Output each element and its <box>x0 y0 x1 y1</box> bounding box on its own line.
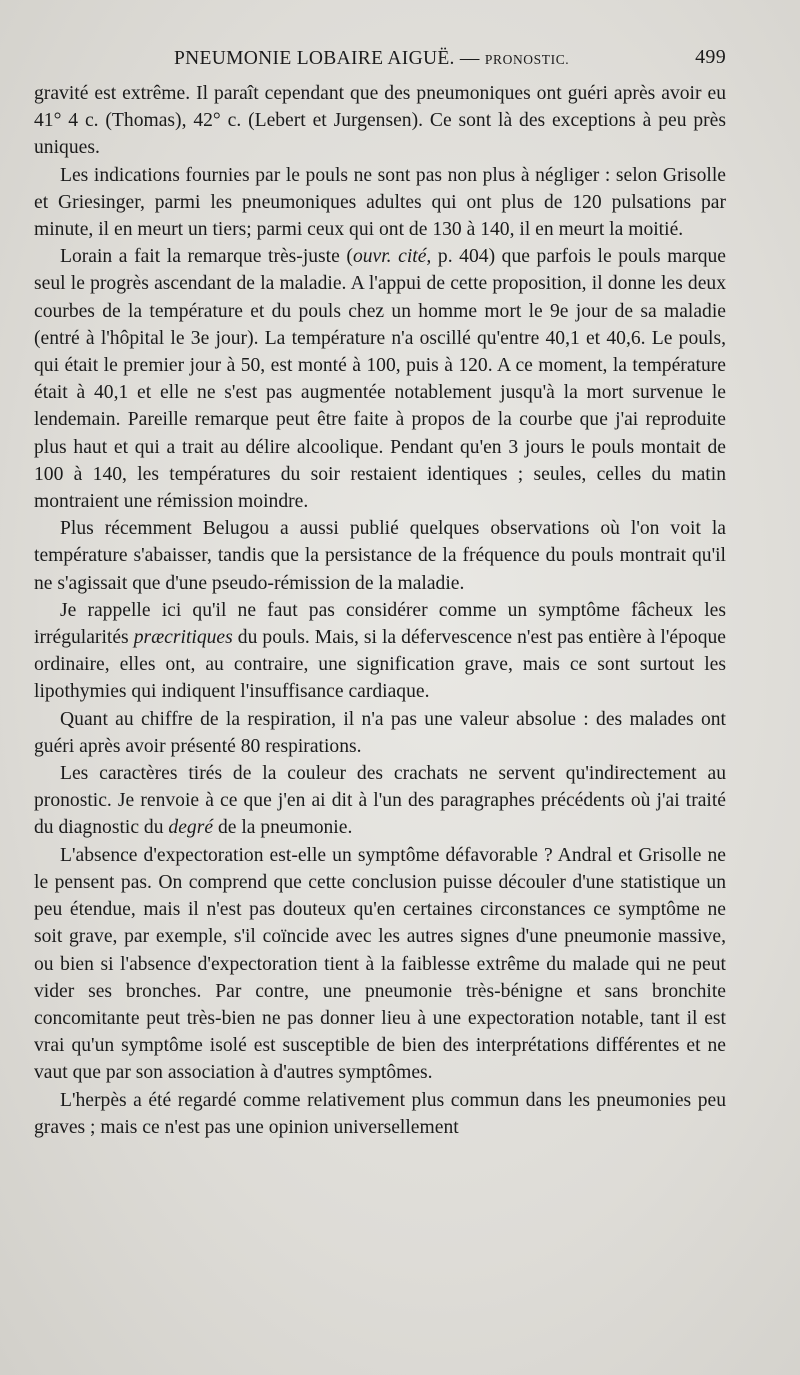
paragraph-8: L'absence d'expectoration est-elle un symptôme défavorable ? Andral et Grisolle ne le pensent pas. On comprend que cette conclusion puisse découler d'une statistique un peu étendue, mais il n'est pas douteux qu'en certaines circonstances ce symptôme ne soit grave, par exemple, s'il coïncide avec les autres signes d'une pneumonie massive, ou bien si l'absence d'expectoration tient à la faiblesse extrême du malade qui ne peut vider ses bronches. Par contre, une pneumonie très-bénigne et sans bronchite concomitante peut très-bien ne pas donner lieu à une expectoration notable, tant il est vrai qu'un symptôme isolé est susceptible de bien des interprétations différentes et ne vaut que par son association à d'autres symptômes. <box>34 844 726 1084</box>
page-header <box>34 40 726 80</box>
paragraph-3 <box>34 243 726 515</box>
paragraph-5-after: du pouls. Mais, si la défervescence n'est pas entière à l'époque ordinaire, elles ont, au contraire, une signification grave, mais ce sont surtout les lipothymies qui indiquent l'insuffisance cardiaque. <box>34 627 726 703</box>
paragraph-4: Plus récemment Belugou a aussi publié quelques observations où l'on voit la température s'abaisser, tandis que la persistance de la fréquence du pouls montrait qu'il ne s'agissait que d'une pseudo-rémission de la maladie. <box>34 518 726 594</box>
paragraph-7-italic: degré <box>168 817 214 839</box>
paragraph-3-italic: ouvr. cité, <box>352 246 432 268</box>
paragraph-5-before: Je rappelle ici qu'il ne faut pas considérer comme un symptôme fâcheux les irrégularités <box>34 599 726 649</box>
paragraph-7-after: de la pneumonie. <box>213 817 353 839</box>
paragraph-6: Quant au chiffre de la respiration, il n'a pas une valeur absolue : des malades ont guéri après avoir présenté 80 respirations. <box>34 708 726 757</box>
paragraph-1: gravité est extrême. Il paraît cependant que des pneumoniques ont guéri après avoir eu 41° 4 c. (Thomas), 42° c. (Lebert et Jurgensen). Ce sont là des exceptions à peu près uniques. <box>34 83 726 159</box>
paragraph-3-after: p. 404) que parfois le pouls marque seul le progrès ascendant de la maladie. A l'appui de cette proposition, il donne les deux courbes de la température et du pouls chez un homme mort le 9e jour de sa maladie (entré à l'hôpital le 3e jour). La température n'a oscillé qu'entre 40,1 et 40,6. Le pouls, qui était le premier jour à 50, est monté à 100, puis à 120. A ce moment, la température était à 40,1 et elle ne s'est pas augmentée notablement jusqu'à la mort survenue le lendemain. Pareille remarque peut être faite à propos de la courbe que j'ai reproduite plus haut et qui a trait au délire alcoolique. Pendant qu'en 3 jours le pouls montait de 100 à 140, les températures du soir restaient identiques ; seules, celles du matin montraient une rémission moindre. <box>34 246 727 513</box>
page-number: 499 <box>695 46 726 68</box>
running-head <box>174 48 569 70</box>
paragraph-7-before: Les caractères tirés de la couleur des crachats ne servent qu'indirectement au pronostic. Je renvoie à ce que j'en ai dit à l'un des paragraphes précédents où j'ai traité du diagnostic du <box>34 763 726 839</box>
paragraph-5 <box>34 597 726 706</box>
paragraph-7 <box>34 760 726 842</box>
running-head-title: PNEUMONIE LOBAIRE AIGUË. — <box>174 48 480 69</box>
body-text <box>34 80 726 1141</box>
running-head-subtitle: PRONOSTIC. <box>484 52 570 67</box>
paragraph-3-before: Lorain a fait la remarque très-juste ( <box>60 246 353 268</box>
paragraph-5-italic: præcritiques <box>133 627 233 649</box>
paragraph-9: L'herpès a été regardé comme relativement plus commun dans les pneumonies peu graves ; mais ce n'est pas une opinion universellement <box>34 1089 726 1138</box>
paragraph-2: Les indications fournies par le pouls ne sont pas non plus à négliger : selon Grisolle et Griesinger, parmi les pneumoniques adultes qui ont plus de 120 pulsations par minute, il en meurt un tiers; parmi ceux qui ont de 130 à 140, il en meurt la moitié. <box>34 164 726 241</box>
